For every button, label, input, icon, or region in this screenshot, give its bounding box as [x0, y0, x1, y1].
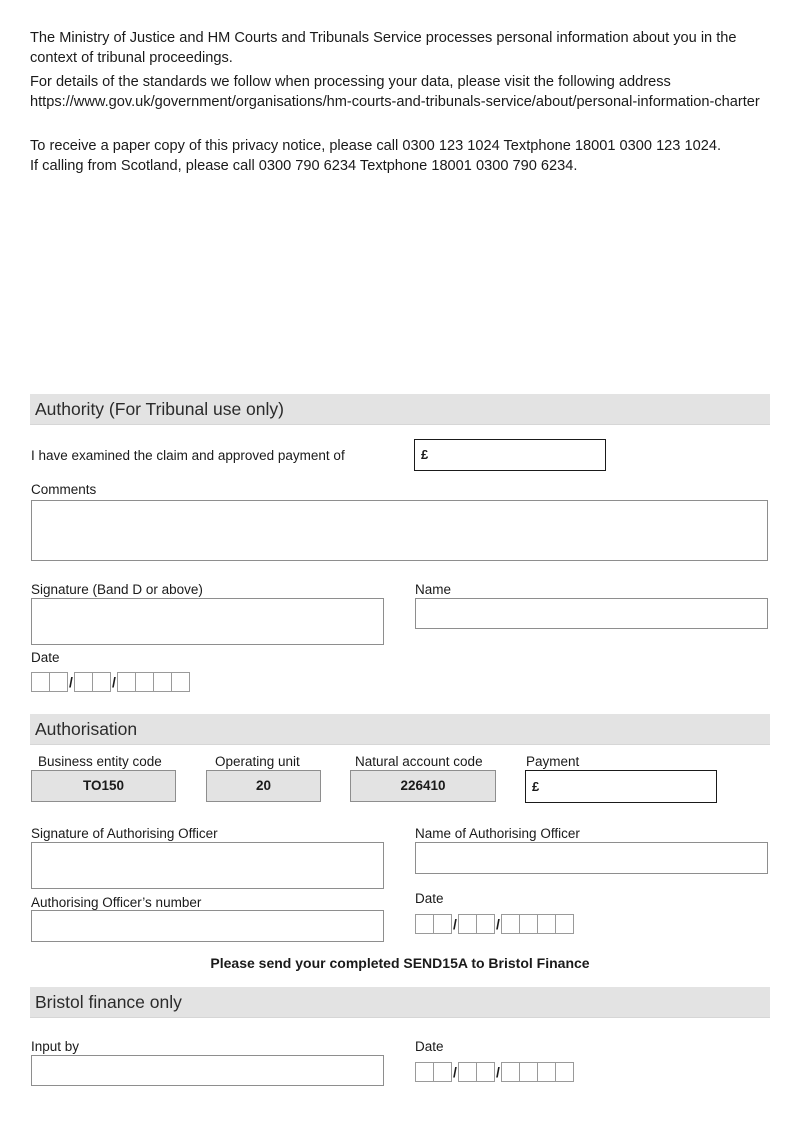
authorising-signature-field[interactable]: [31, 842, 384, 889]
privacy-charter-url[interactable]: https://www.gov.uk/government/organisations/hm-courts-and-tribunals-service/about/personal-information-charter: [30, 94, 760, 110]
date-separator: /: [453, 1064, 457, 1080]
authorising-number-label: Authorising Officer’s number: [31, 895, 202, 910]
privacy-paragraph-1: The Ministry of Justice and HM Courts and Tribunals Service processes personal information about you in the context of tribunal proceedings.: [30, 30, 737, 66]
year-cells[interactable]: [501, 1062, 574, 1082]
month-cells[interactable]: [74, 672, 111, 692]
pound-symbol: £: [532, 779, 540, 794]
authority-date-field[interactable]: [31, 672, 190, 692]
day-cells[interactable]: [415, 1062, 452, 1082]
authority-date-label: Date: [31, 650, 60, 665]
year-cells[interactable]: [501, 914, 574, 934]
operating-unit-label: Operating unit: [215, 754, 300, 769]
privacy-paragraph-3: [30, 136, 775, 176]
approved-payment-label: I have examined the claim and approved payment of: [31, 448, 345, 463]
date-separator: /: [112, 674, 116, 690]
input-by-field[interactable]: [31, 1055, 384, 1086]
name-label: Name: [415, 582, 452, 597]
date-separator: /: [496, 1064, 500, 1080]
authority-section-header: Authority (For Tribunal use only): [30, 394, 770, 425]
day-cells[interactable]: [31, 672, 68, 692]
payment-field[interactable]: [525, 770, 717, 803]
month-cells[interactable]: [458, 1062, 495, 1082]
privacy-paper-copy-text: To receive a paper copy of this privacy notice, please call 0300 123 1024 Textphone 18001 0300 123 1024.: [30, 138, 721, 154]
date-separator: /: [496, 916, 500, 932]
privacy-scotland-text: If calling from Scotland, please call 0300 790 6234 Textphone 18001 0300 790 6234.: [30, 158, 578, 174]
bristol-date-label: Date: [415, 1039, 444, 1054]
day-cells[interactable]: [415, 914, 452, 934]
natural-account-label: Natural account code: [355, 754, 483, 769]
comments-label: Comments: [31, 482, 97, 497]
business-entity-code: TO150: [31, 770, 176, 802]
authorisation-section-header: Authorisation: [30, 714, 770, 745]
approved-payment-field[interactable]: [414, 439, 606, 471]
privacy-paragraph-2: [30, 72, 775, 112]
natural-account-code: 226410: [350, 770, 496, 802]
authorisation-date-field[interactable]: [415, 914, 574, 934]
bristol-finance-section-header: Bristol finance only: [30, 987, 770, 1018]
send-instructions: Please send your completed SEND15A to Bristol Finance: [210, 955, 590, 971]
year-cells[interactable]: [117, 672, 190, 692]
authorisation-date-label: Date: [415, 891, 444, 906]
input-by-label: Input by: [31, 1039, 80, 1054]
date-separator: /: [453, 916, 457, 932]
date-separator: /: [69, 674, 73, 690]
name-field[interactable]: [415, 598, 768, 629]
privacy-details-text: For details of the standards we follow when processing your data, please visit the following address: [30, 74, 671, 90]
signature-band-d-field[interactable]: [31, 598, 384, 645]
comments-field[interactable]: [31, 500, 768, 561]
signature-band-d-label: Signature (Band D or above): [31, 582, 203, 597]
operating-unit-code: 20: [206, 770, 321, 802]
authorising-signature-label: Signature of Authorising Officer: [31, 826, 218, 841]
authorising-name-label: Name of Authorising Officer: [415, 826, 580, 841]
business-entity-label: Business entity code: [38, 754, 162, 769]
month-cells[interactable]: [458, 914, 495, 934]
bristol-date-field[interactable]: [415, 1062, 574, 1082]
authorising-name-field[interactable]: [415, 842, 768, 874]
authorising-number-field[interactable]: [31, 910, 384, 942]
pound-symbol: £: [421, 447, 429, 462]
payment-label: Payment: [526, 754, 580, 769]
